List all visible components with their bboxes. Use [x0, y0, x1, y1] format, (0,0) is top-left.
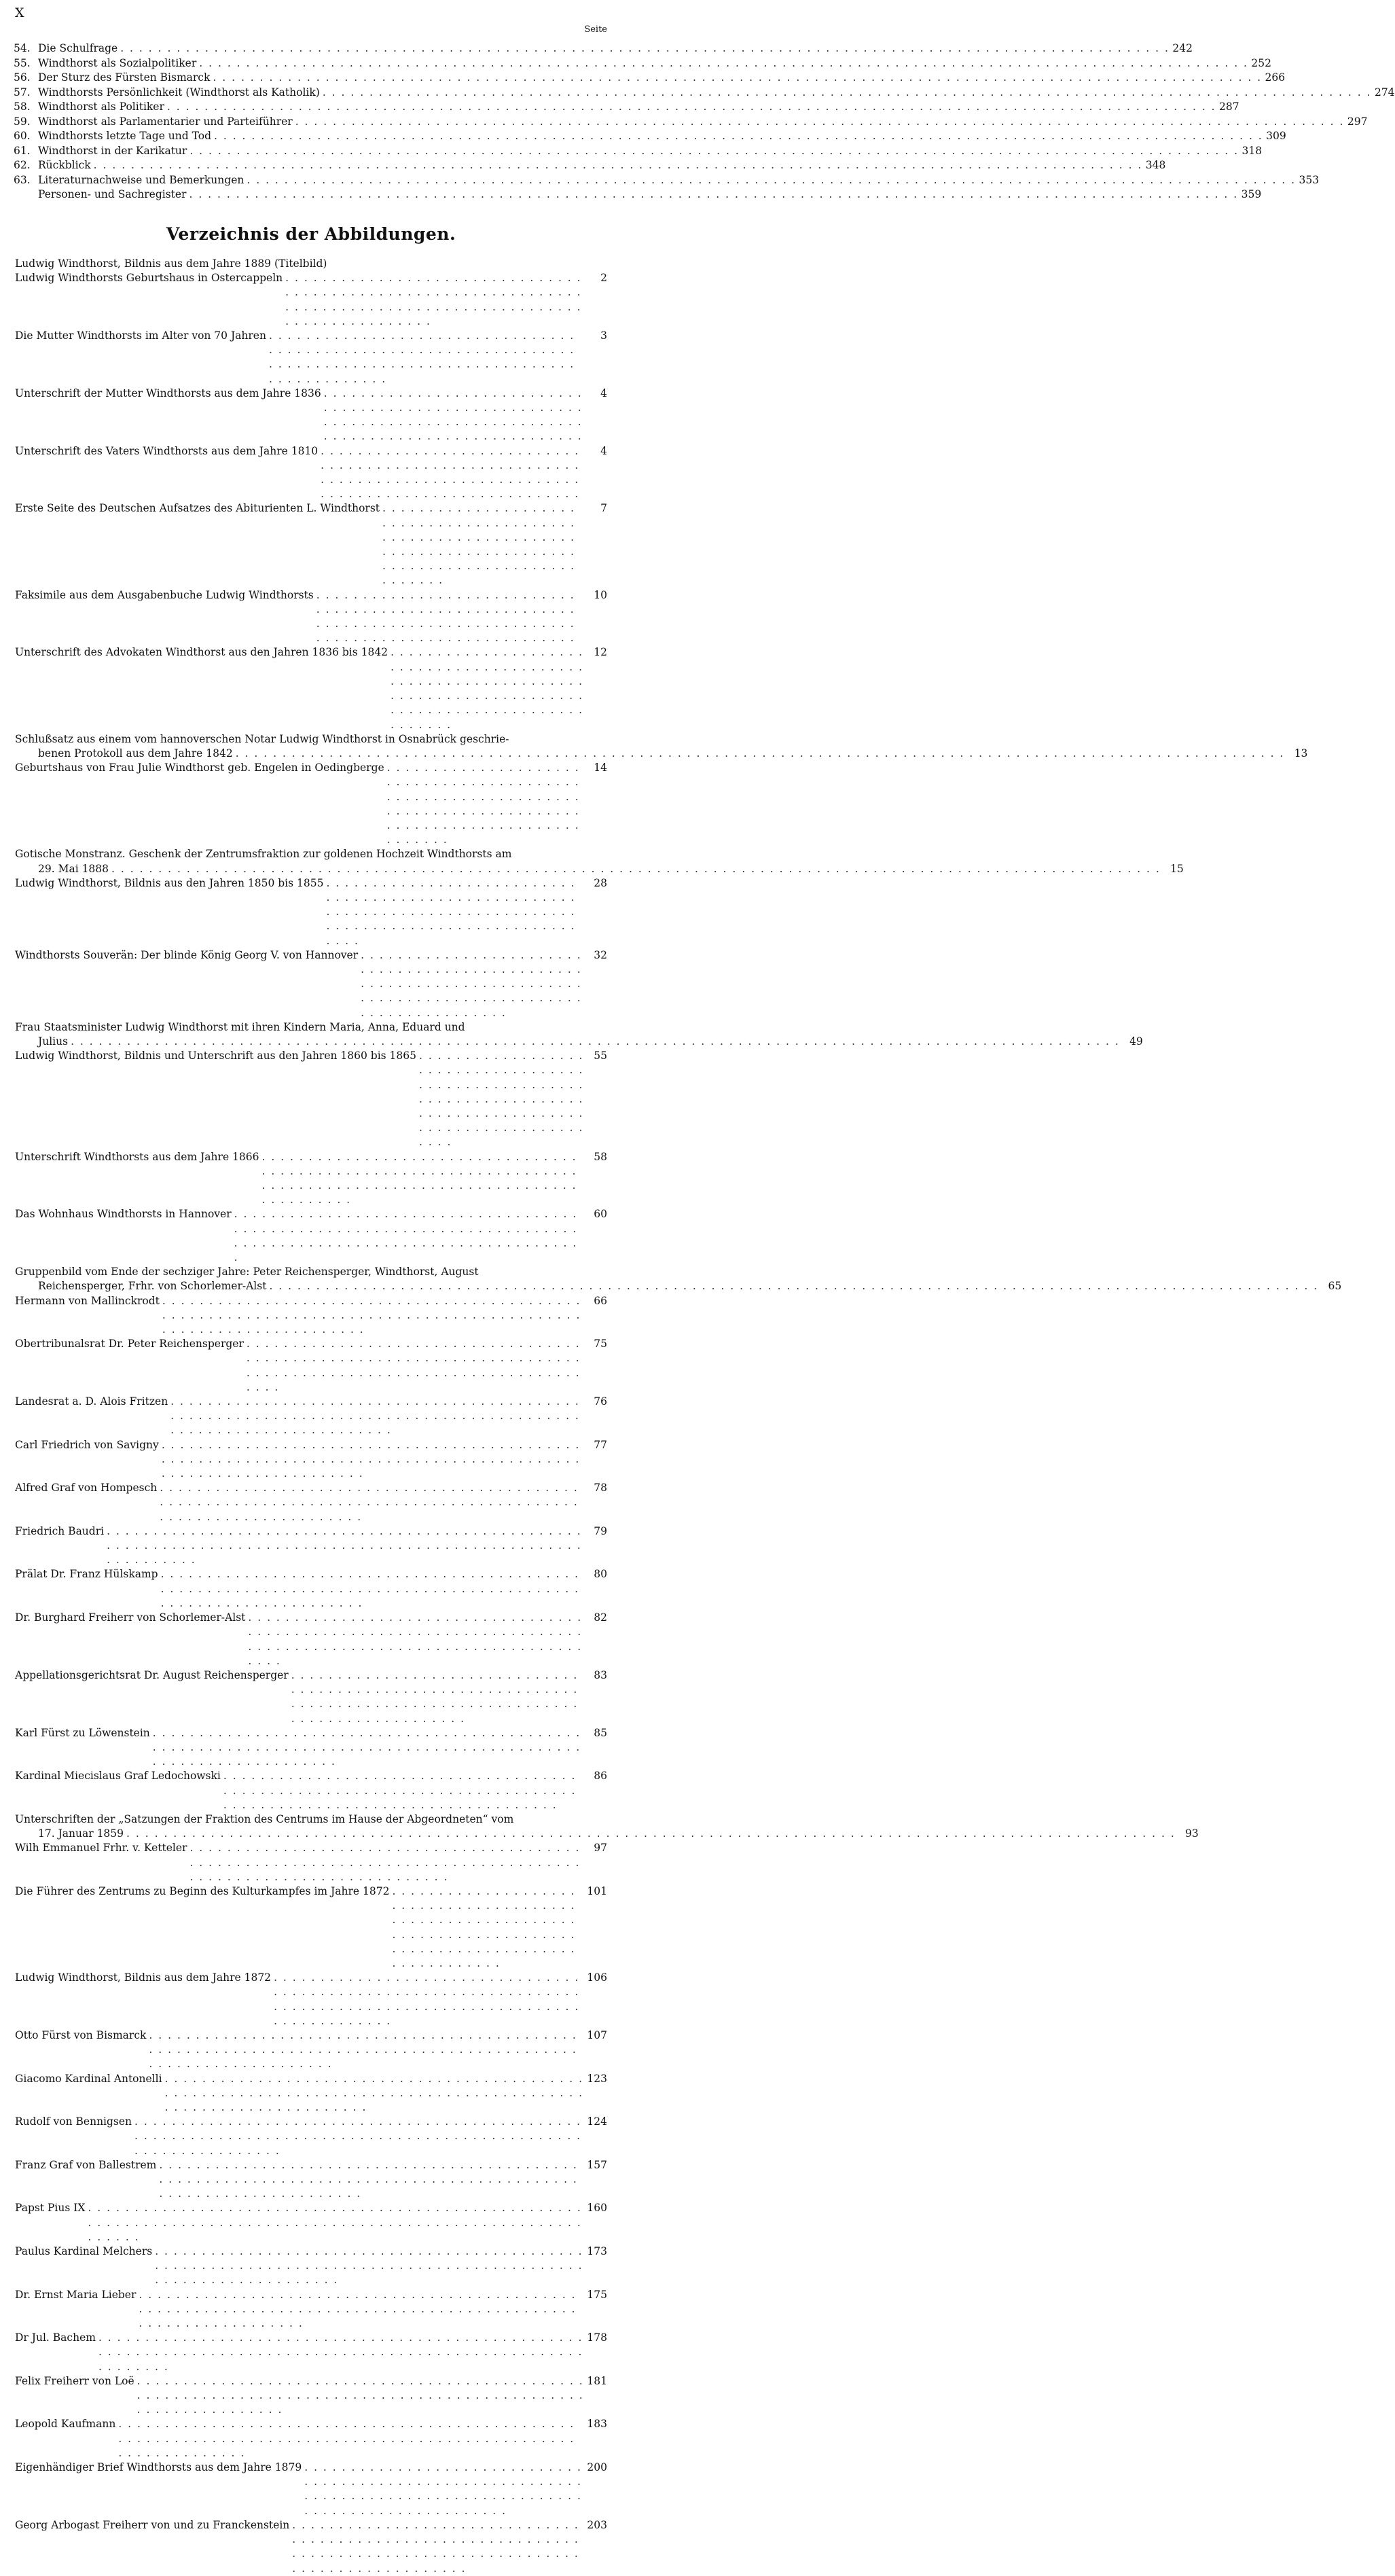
illustration-title: Prälat Dr. Franz Hülskamp: [15, 1568, 158, 1581]
illustration-page: 160: [587, 2202, 607, 2215]
illustration-page: 178: [587, 2331, 607, 2344]
illustration-entry: [15, 2417, 607, 2461]
leader-dots: [361, 948, 584, 1020]
illustration-entry: [15, 1150, 607, 1208]
illustration-entry: [15, 1611, 607, 1668]
toc-entry-number: 58.: [14, 101, 31, 113]
toc-entry-page: 274: [1374, 86, 1395, 99]
illustration-entry: [15, 1294, 607, 1338]
illustration-title: Unterschrift des Advokaten Windthorst aus den Jahren 1836 bis 1842: [15, 646, 388, 659]
toc-entry-number: 56.: [14, 71, 31, 84]
leader-dots: [162, 1438, 584, 1482]
illustration-title: Karl Fürst zu Löwenstein: [15, 1726, 150, 1739]
illustration-page: 82: [594, 1611, 607, 1624]
leader-dots: [98, 2331, 584, 2374]
illustration-page: 2: [600, 272, 607, 285]
leader-dots: [155, 2244, 584, 2288]
leader-dots: [167, 100, 1216, 115]
illustration-page: 101: [587, 1884, 607, 1897]
illustration-page: 12: [594, 646, 607, 659]
leader-dots: [392, 1884, 584, 1971]
leader-dots: [234, 1207, 584, 1265]
leader-dots: [170, 1395, 584, 1438]
illustration-title: Hermann von Mallinckrodt: [15, 1294, 160, 1307]
leader-dots: [165, 2072, 584, 2115]
illustration-title: Frau Staatsminister Ludwig Windthorst mit ihren Kindern Maria, Anna, Eduard und: [15, 1020, 465, 1033]
toc-entry: [14, 129, 1286, 144]
leader-dots: [321, 444, 584, 502]
illustration-title: Georg Arbogast Freiherr von und zu Franckenstein: [15, 2518, 290, 2531]
leader-dots: [382, 501, 584, 588]
toc-entry-page: 348: [1145, 159, 1166, 171]
leader-dots: [316, 588, 584, 646]
illustration-title: Die Mutter Windthorsts im Alter von 70 Jahren: [15, 329, 266, 342]
leader-dots: [199, 56, 1248, 71]
illustration-page: 107: [587, 2028, 607, 2041]
illustration-title: Appellationsgerichtsrat Dr. August Reichensperger: [15, 1668, 289, 1681]
illustration-page: 75: [594, 1338, 607, 1350]
illustration-entry: [15, 2072, 607, 2115]
leader-dots: [285, 271, 584, 329]
toc-entry-number: 60.: [14, 130, 31, 142]
illustration-title: Ludwig Windthorst, Bildnis aus den Jahren 1850 bis 1855: [15, 876, 324, 889]
illustration-entry: [15, 588, 607, 646]
leader-dots: [326, 876, 584, 948]
leader-dots: [247, 173, 1296, 188]
leader-dots: [139, 2288, 584, 2331]
leader-dots: [304, 2461, 584, 2518]
illustration-title: Papst Pius IX: [15, 2202, 86, 2215]
illustration-page: 183: [587, 2418, 607, 2431]
toc-entry-page: 297: [1347, 115, 1368, 128]
illustration-page: 60: [594, 1208, 607, 1221]
toc-entry-title: Rückblick: [38, 159, 91, 171]
illustration-page: 106: [587, 1971, 607, 1984]
illustration-page: 55: [594, 1050, 607, 1062]
illustration-entry: [15, 1812, 1199, 1841]
leader-dots: [391, 645, 584, 732]
toc-entry-page: 287: [1219, 101, 1239, 113]
illustration-entry: [15, 2028, 607, 2072]
illustration-page: 58: [594, 1150, 607, 1163]
illustration-page: 66: [594, 1294, 607, 1307]
illustration-title: Franz Graf von Ballestrem: [15, 2158, 157, 2171]
illustration-entry: [15, 1668, 607, 1726]
illustration-entry: [15, 1265, 1342, 1293]
leader-dots: [262, 1150, 585, 1208]
illustration-entry: [15, 1726, 607, 1770]
illustration-entry: [15, 847, 1184, 876]
illustration-title: Windthorsts Souverän: Der blinde König Georg V. von Hannover: [15, 948, 359, 961]
illustration-title: Gruppenbild vom Ende der sechziger Jahre: Peter Reichensperger, Windthorst, August: [15, 1266, 479, 1278]
leader-dots: [292, 2518, 584, 2576]
illustration-title: Ludwig Windthorst, Bildnis aus dem Jahre 1889 (Titelbild): [15, 257, 327, 270]
illustration-title: Giacomo Kardinal Antonelli: [15, 2072, 162, 2085]
leader-dots: [324, 387, 584, 444]
illustrations-heading: Verzeichnis der Abbildungen.: [166, 224, 456, 244]
illustration-title-continued: Reichensperger, Frhr. von Schorlemer-Alst: [38, 1280, 267, 1293]
leader-dots: [419, 1049, 584, 1149]
toc-entry-title: Der Sturz des Fürsten Bismarck: [38, 71, 211, 84]
leader-dots: [236, 747, 1285, 761]
toc-entry: [14, 71, 1286, 86]
illustration-page: 49: [1129, 1035, 1143, 1048]
leader-dots: [134, 2115, 584, 2158]
illustration-entry: [15, 1337, 607, 1395]
toc-entry-title: Windthorst als Parlamentarier und Parteiführer: [38, 115, 293, 128]
illustration-title: Friedrich Baudri: [15, 1524, 105, 1537]
leader-dots: [120, 41, 1170, 56]
illustration-title: Erste Seite des Deutschen Aufsatzes des Abiturienten L. Windthorst: [15, 502, 380, 515]
illustration-title: Kardinal Miecislaus Graf Ledochowski: [15, 1770, 221, 1783]
illustration-entry: [15, 1884, 607, 1971]
illustration-entry: [15, 257, 607, 271]
illustration-entry: [15, 1769, 607, 1812]
illustration-title-continued: 17. Januar 1859: [38, 1827, 124, 1840]
illustration-page: 181: [587, 2374, 607, 2387]
toc-entry-title: Literaturnachweise und Bemerkungen: [38, 173, 244, 186]
toc-entry: [14, 41, 1193, 56]
leader-dots: [387, 761, 584, 847]
illustration-title: Die Führer des Zentrums zu Beginn des Kulturkampfes im Jahre 1872: [15, 1884, 390, 1897]
leader-dots: [161, 1567, 584, 1611]
toc-entry-number: 63.: [14, 173, 31, 186]
illustration-page: 78: [594, 1482, 607, 1495]
illustration-page: 76: [594, 1395, 607, 1408]
illustration-entry: [15, 1567, 607, 1611]
toc-entry-title: Die Schulfrage: [38, 42, 118, 54]
illustration-title: Ludwig Windthorst, Bildnis und Unterschrift aus den Jahren 1860 bis 1865: [15, 1050, 416, 1062]
leader-dots: [126, 1827, 1176, 1841]
leader-dots: [162, 1294, 584, 1338]
toc-entry-title: Personen- und Sachregister: [38, 188, 187, 200]
toc-entry-page: 252: [1251, 56, 1271, 69]
illustration-title: Eigenhändiger Brief Windthorsts aus dem Jahre 1879: [15, 2461, 302, 2474]
illustration-title: Paulus Kardinal Melchers: [15, 2245, 153, 2258]
leader-dots: [274, 1971, 584, 2028]
leader-dots: [295, 115, 1345, 130]
illustration-entry: [15, 2461, 607, 2518]
illustration-entry: [15, 1524, 607, 1568]
illustration-page: 14: [594, 762, 607, 774]
toc-entry: [14, 100, 1239, 115]
toc-entry-number: 62.: [14, 159, 31, 171]
illustration-page: 7: [600, 502, 607, 515]
toc-entry-title: Windthorst als Sozialpolitiker: [38, 56, 197, 69]
illustration-page: 124: [587, 2115, 607, 2128]
leader-dots: [269, 1279, 1318, 1293]
illustration-title: Ludwig Windthorsts Geburtshaus in Ostercappeln: [15, 272, 283, 285]
illustration-page: 79: [594, 1524, 607, 1537]
toc-entry-title: Windthorsts Persönlichkeit (Windthorst als Katholik): [38, 86, 320, 99]
illustration-title-continued: benen Protokoll aus dem Jahre 1842: [38, 747, 233, 759]
page-column-header: Seite: [584, 24, 607, 35]
illustration-entry: [15, 2288, 607, 2331]
illustration-entry: [15, 876, 607, 948]
illustration-title: Gotische Monstranz. Geschenk der Zentrumsfraktion zur goldenen Hochzeit Windthorsts am: [15, 848, 512, 861]
illustrations-list: [15, 257, 1342, 2576]
toc-entry-title: Windthorst als Politiker: [38, 101, 164, 113]
illustration-title: Felix Freiherr von Loë: [15, 2374, 134, 2387]
toc-entry-title: Windthorst in der Karikatur: [38, 144, 187, 157]
illustration-page: 65: [1328, 1280, 1342, 1293]
leader-dots: [71, 1035, 1120, 1049]
leader-dots: [94, 158, 1143, 173]
illustration-entry: [15, 948, 607, 1020]
illustration-entry: [15, 2201, 607, 2244]
illustration-title: Schlußsatz aus einem vom hannoverschen Notar Ludwig Windthorst in Osnabrück geschrie-: [15, 732, 509, 745]
leader-dots: [269, 329, 584, 387]
toc-entry-page: 353: [1299, 173, 1320, 186]
toc-entry: [14, 173, 1320, 188]
leader-dots: [88, 2201, 584, 2244]
illustration-entry: [15, 2374, 607, 2418]
toc-entry: [14, 158, 1166, 173]
illustration-page: 15: [1170, 862, 1184, 875]
toc-entry-title: Windthorsts letzte Tage und Tod: [38, 130, 211, 142]
toc-entry: [14, 86, 1395, 101]
illustration-entry: [15, 2331, 607, 2374]
illustration-title: Wilh Emmanuel Frhr. v. Ketteler: [15, 1842, 187, 1855]
illustration-title: Unterschrift des Vaters Windthorsts aus dem Jahre 1810: [15, 444, 319, 457]
illustration-entry: [15, 1049, 607, 1149]
illustration-page: 175: [587, 2288, 607, 2301]
illustration-page: 3: [600, 329, 607, 342]
illustration-entry: [15, 2158, 607, 2202]
illustration-page: 32: [594, 948, 607, 961]
toc-entry-page: 309: [1266, 130, 1286, 142]
toc-entry-page: 266: [1265, 71, 1286, 84]
illustration-page: 86: [594, 1770, 607, 1783]
illustration-page: 200: [587, 2461, 607, 2474]
toc-entry: [14, 187, 1262, 202]
illustration-entry: [15, 1481, 607, 1524]
illustration-title: Alfred Graf von Hompesch: [15, 1482, 158, 1495]
leader-dots: [153, 1726, 584, 1770]
illustration-page: 13: [1294, 747, 1308, 759]
leader-dots: [118, 2417, 584, 2461]
illustration-title: Landesrat a. D. Alois Fritzen: [15, 1395, 168, 1408]
leader-dots: [248, 1611, 584, 1668]
leader-dots: [323, 86, 1372, 101]
toc-entry-page: 318: [1242, 144, 1263, 157]
illustration-page: 80: [594, 1568, 607, 1581]
illustration-page: 4: [600, 387, 607, 399]
illustration-entry: [15, 1207, 607, 1265]
illustration-page: 85: [594, 1726, 607, 1739]
table-of-contents: [14, 41, 1395, 202]
illustration-title: Otto Fürst von Bismarck: [15, 2028, 147, 2041]
illustration-page: 93: [1185, 1827, 1199, 1840]
toc-entry-number: 59.: [14, 115, 31, 128]
illustration-entry: [15, 645, 607, 732]
toc-entry-number: 54.: [14, 42, 31, 54]
illustration-entry: [15, 2518, 607, 2576]
illustration-title: Carl Friedrich von Savigny: [15, 1438, 159, 1451]
leader-dots: [247, 1337, 584, 1395]
leader-dots: [107, 1524, 584, 1568]
leader-dots: [223, 1769, 584, 1812]
illustration-title: Dr Jul. Bachem: [15, 2331, 96, 2344]
illustration-entry: [15, 2244, 607, 2288]
illustration-title-continued: 29. Mai 1888: [38, 862, 109, 875]
illustration-entry: [15, 1841, 607, 1884]
illustration-page: 173: [587, 2245, 607, 2258]
toc-entry: [14, 115, 1368, 130]
illustration-title: Faksimile aus dem Ausgabenbuche Ludwig Windthorsts: [15, 588, 314, 601]
leader-dots: [160, 1481, 584, 1524]
toc-entry-page: 359: [1241, 188, 1262, 200]
leader-dots: [111, 862, 1161, 876]
illustration-entry: [15, 1438, 607, 1482]
leader-dots: [291, 1668, 584, 1726]
illustration-entry: [15, 387, 607, 444]
illustration-entry: [15, 444, 607, 502]
illustration-entry: [15, 271, 607, 329]
toc-entry: [14, 144, 1263, 159]
leader-dots: [214, 129, 1263, 144]
illustration-entry: [15, 329, 607, 387]
illustration-entry: [15, 2115, 607, 2158]
leader-dots: [149, 2028, 584, 2072]
illustration-title: Unterschrift der Mutter Windthorsts aus dem Jahre 1836: [15, 387, 321, 399]
page-number: X: [15, 5, 24, 20]
illustration-title: Unterschriften der „Satzungen der Fraktion des Centrums im Hause der Abgeordneten“ vom: [15, 1812, 514, 1825]
illustration-page: 28: [594, 876, 607, 889]
illustration-entry: [15, 501, 607, 588]
illustration-title: Ludwig Windthorst, Bildnis aus dem Jahre 1872: [15, 1971, 272, 1984]
illustration-title: Rudolf von Bennigsen: [15, 2115, 132, 2128]
illustration-title: Das Wohnhaus Windthorsts in Hannover: [15, 1208, 232, 1221]
illustration-title: Geburtshaus von Frau Julie Windthorst geb. Engelen in Oedingberge: [15, 762, 384, 774]
illustration-entry: [15, 1395, 607, 1438]
illustration-page: 83: [594, 1668, 607, 1681]
toc-entry-page: 242: [1172, 42, 1193, 54]
illustration-page: 203: [587, 2518, 607, 2531]
toc-entry-number: 55.: [14, 56, 31, 69]
illustration-entry: [15, 761, 607, 847]
illustration-title: Dr. Burghard Freiherr von Schorlemer-Alst: [15, 1611, 246, 1624]
illustration-title: Obertribunalsrat Dr. Peter Reichensperger: [15, 1338, 244, 1350]
illustration-page: 4: [600, 444, 607, 457]
leader-dots: [189, 144, 1239, 159]
illustration-entry: [15, 732, 1308, 761]
illustration-title: Dr. Ernst Maria Lieber: [15, 2288, 137, 2301]
illustration-page: 157: [587, 2158, 607, 2171]
leader-dots: [137, 2374, 584, 2418]
toc-entry-number: 61.: [14, 144, 31, 157]
leader-dots: [213, 71, 1262, 86]
toc-entry-number: 57.: [14, 86, 31, 99]
toc-entry: [14, 56, 1271, 71]
illustration-page: 77: [594, 1438, 607, 1451]
leader-dots: [189, 1841, 584, 1884]
illustration-title: Leopold Kaufmann: [15, 2418, 116, 2431]
illustration-entry: [15, 1971, 607, 2028]
illustration-page: 97: [594, 1842, 607, 1855]
leader-dots: [189, 187, 1238, 202]
illustration-entry: [15, 1020, 1143, 1049]
illustration-title-continued: Julius: [38, 1035, 69, 1048]
leader-dots: [159, 2158, 584, 2202]
illustration-page: 123: [587, 2072, 607, 2085]
illustration-title: Unterschrift Windthorsts aus dem Jahre 1866: [15, 1150, 259, 1163]
illustration-page: 10: [594, 588, 607, 601]
